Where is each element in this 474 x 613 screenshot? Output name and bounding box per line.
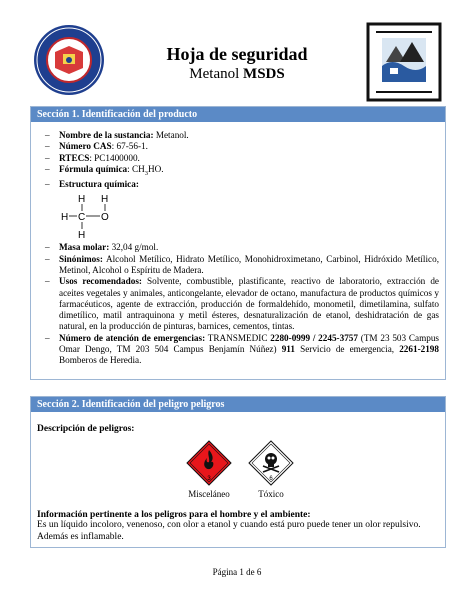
hazard-toxic: [243, 440, 299, 499]
list-item: – Número CAS: 67-56-1.: [45, 141, 439, 152]
list-item: – Número de atención de emergencias: TRANSMEDIC 2280-0999 / 2245-3757 (TM 23 503 Campus Omar Dengo, TM 203 504 Campus Benjamín Núñez) 911 Servicio de emergencia, 2261-2198 Bomberos de Heredia.: [45, 333, 439, 367]
hazard-description-title: Descripción de peligros:: [37, 424, 135, 434]
skull-diamond-icon: [248, 440, 294, 486]
hazard-class-6: 6: [269, 476, 273, 482]
list-item: – Masa molar: 32,04 g/mol.: [45, 242, 439, 253]
hazard-info-title: Información pertinente a los peligros para el hombre y el ambiente:: [37, 510, 311, 520]
hazard-info-line-1: Es un líquido incoloro, venenoso, con olor a etanol y cuando está puro puede tener un olor repulsivo.: [37, 520, 421, 530]
page-subtitle: [0, 66, 474, 83]
page-number: Página 1 de 6: [212, 567, 262, 577]
product-id-list: [31, 130, 445, 190]
atom-h-top: H: [78, 194, 86, 206]
hazard-flammable: [181, 440, 237, 499]
product-details-list: [31, 242, 445, 366]
list-item: – Fórmula química: $CH_3HO$.: [45, 164, 439, 179]
section-1-heading: Sección 1. Identificación del producto: [31, 107, 445, 122]
hazard-label-2: Tóxico: [258, 489, 284, 499]
list-item: – Sinónimos: Alcohol Metílico, Hidrato Metílico, Monohidroximetano, Carbinol, Hidróxido Metílico, Metinol, Alcohol o Espíritu de Madera.: [45, 254, 439, 277]
atom-h-bottom: H: [78, 230, 86, 242]
atom-c: C: [78, 212, 86, 224]
page-title: Hoja de seguridad: [166, 44, 308, 64]
list-item: – Nombre de la sustancia: Metanol.: [45, 130, 439, 141]
list-item: – Usos recomendados: Solvente, combustible, plastificante, reactivo de laboratorio, extracción de aceites vegetales y animales, anticongelante, elevador de octano, manufactura de productos químicos y farmacéuticos, agente de extracción, producción de formaldehído, monometil, dimetilamina, sulfato dimetílico, matil antraquinona y metil ésteres, desnaturalización de etanol, deshidratación de gas natural, en la producción de pinturas, barnices, cementos, tintas.: [45, 276, 439, 332]
list-item: – RTECS: PC1400000.: [45, 153, 439, 164]
subtitle-bold: MSDS: [243, 66, 285, 82]
atom-h-right: H: [101, 194, 109, 206]
hazard-label-1: Misceláneo: [188, 489, 230, 499]
flame-diamond-icon: [186, 440, 232, 486]
section-2: [30, 396, 446, 548]
hazard-class-3: 3: [207, 476, 211, 482]
subtitle-text: Metanol: [189, 66, 244, 82]
atom-o: O: [101, 212, 109, 224]
hazard-info-line-2: Además es inflamable.: [37, 531, 124, 542]
section-2-heading: Sección 2. Identificación del peligro peligros: [31, 397, 445, 412]
chemical-structure: [61, 190, 445, 242]
section-1: [30, 106, 446, 380]
atom-h-left: H: [61, 212, 69, 224]
hazard-pictograms: [31, 434, 445, 506]
list-item: – Estructura química:: [45, 179, 439, 190]
